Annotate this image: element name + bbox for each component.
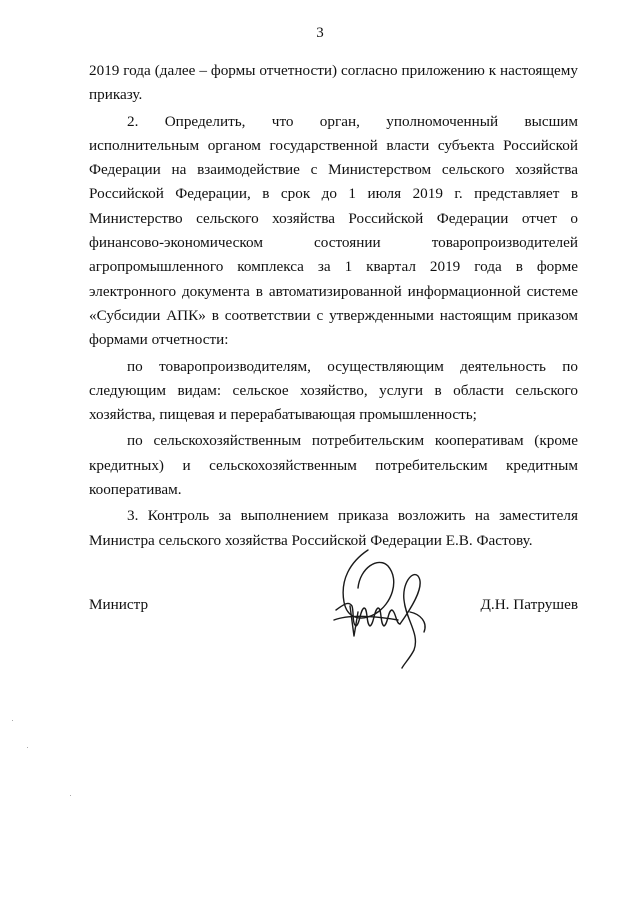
signatory-name: Д.Н. Патрушев xyxy=(480,596,578,613)
paragraph-continuation: 2019 года (далее – формы отчетности) согласно приложению к настоящему приказу. xyxy=(89,62,578,104)
signatory-title: Министр xyxy=(89,596,149,613)
paragraph-item-3: 3. Контроль за выполнением приказа возложить на заместителя Министра сельского хозяйства Российской Федерации Е.В. Фастову. xyxy=(89,507,578,549)
document-body xyxy=(89,59,578,553)
scan-speck xyxy=(70,795,71,796)
paragraph-item-2: 2. Определить, что орган, уполномоченный высшим исполнительным органом государственной власти субъекта Российской Федерации на взаимодействие с Министерством сельского хозяйства Российской Федерации, в срок до 1 июля 2019 г. представляет в Министерство сельского хозяйства Российской Федерации отчет о финансово-экономическом состоянии товаропроизводителей агропромышленного комплекса за 1 квартал 2019 года в форме электронного документа в автоматизированной информационной системе «Субсидии АПК» в соответствии с утвержденными настоящим приказом формами отчетности: xyxy=(89,112,578,349)
paragraph-sub-cooperatives: по сельскохозяйственным потребительским кооперативам (кроме кредитных) и сельскохозяйственным потребительским кредитным кооперативам. xyxy=(89,432,578,499)
page-number: 3 xyxy=(316,25,324,41)
handwritten-signature xyxy=(330,540,440,670)
scan-speck xyxy=(27,747,28,748)
scan-speck xyxy=(12,720,13,721)
paragraph-sub-producers: по товаропроизводителям, осуществляющим деятельность по следующим видам: сельское хозяйство, услуги в области сельского хозяйства, пищевая и перерабатывающая промышленность; xyxy=(89,357,578,424)
